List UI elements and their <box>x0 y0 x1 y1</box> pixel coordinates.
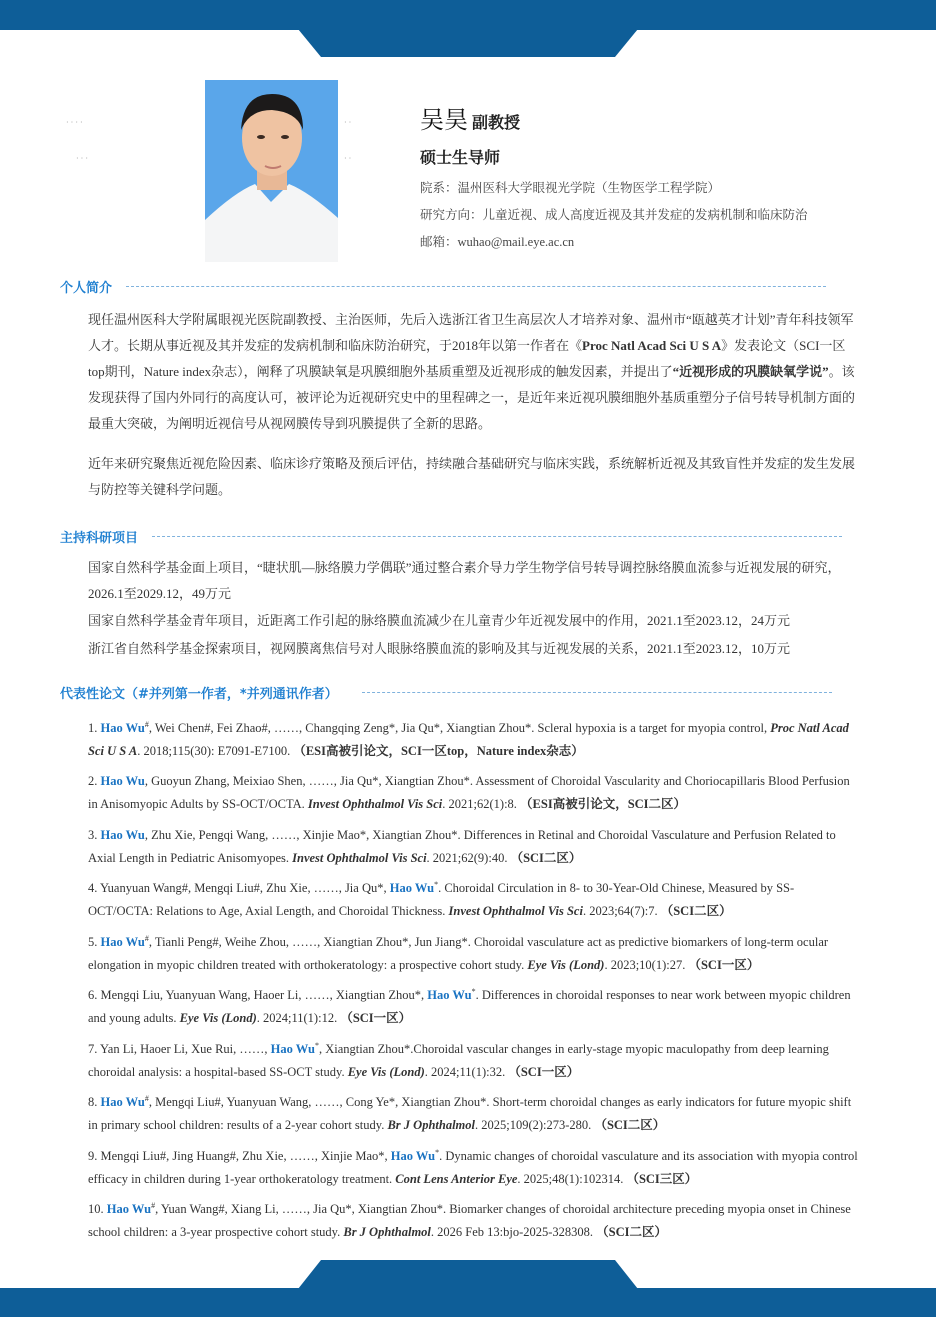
journal-name: Eye Vis (Lond) <box>179 1010 257 1025</box>
paper-text: . 2023;10(1):27. <box>604 957 689 972</box>
paper-item <box>88 821 858 869</box>
paper-text: 9. Mengqi Liu#, Jing Huang#, Zhu Xie, ……, Xinjie Mao*, <box>88 1149 391 1164</box>
paper-badge: （SCI二区） <box>596 1224 668 1239</box>
paper-text: . 2021;62(9):40. <box>426 850 511 865</box>
decor-dots: · · · · <box>66 118 83 127</box>
text: 。该发现获得了国内外同行的高度认可，被评论为近视研究史中的里程碑之一，是近年来近视巩膜细胞外基质重塑分子信号转导机制方面的最重大突破，为阐明近视信号从视网膜传导到巩膜提供了全新的思路。 <box>88 364 856 431</box>
paper-item <box>88 767 858 815</box>
section-heading: 个人简介 <box>60 281 113 296</box>
project-item: 国家自然科学基金面上项目，“睫状肌—脉络膜力学偶联”通过整合素介导力学生物学信号转导调控脉络膜血流参与近视发展的研究，2026.1至2029.12，49万元 <box>88 560 841 601</box>
paper-text: 10. <box>88 1202 107 1217</box>
journal-name: Eye Vis (Lond) <box>527 957 605 972</box>
paper-text: * <box>435 1148 440 1157</box>
journal-name: Eye Vis (Lond) <box>347 1064 425 1079</box>
text: 现任温州医科大学附属眼视光医院副教授、主治医师，先后入选浙江省卫生高层次人才培养对象、温州市“瓯越英才计划”青年科技领军人才。长期从事近视及其并发症的发病机制和临床防治研究，于2018年以第一作者在《 <box>88 312 854 353</box>
journal-name: Cont Lens Anterior Eye <box>395 1171 518 1186</box>
journal-name: Br J Ophthalmol <box>387 1117 475 1132</box>
paper-text: . 2024;11(1):32. <box>424 1064 509 1079</box>
journal-name: Br J Ophthalmol <box>343 1224 431 1239</box>
paper-text: . <box>439 1149 446 1164</box>
intro-paragraph-1 <box>88 307 858 437</box>
paper-text: , Xiangtian Zhou*. <box>318 1042 414 1057</box>
paper-text: . 2021;62(1):8. <box>442 796 521 811</box>
section-title-intro <box>60 277 826 296</box>
top-banner-tab <box>0 29 936 58</box>
section-title-papers <box>60 683 832 702</box>
paper-text: . 2023;64(7):7. <box>582 903 661 918</box>
academic-rank: 副教授 <box>472 113 521 132</box>
paper-badge: （ESI高被引论文，SCI一区top，Nature index杂志） <box>293 743 584 758</box>
text: 》发表论文（SCI一区top期刊，Nature index杂志），阐释了巩膜缺氧是巩膜细胞外基质重塑及近视形成的触发因素，并提出了 <box>88 338 846 379</box>
paper-badge: （SCI二区） <box>594 1117 666 1132</box>
divider <box>126 286 826 287</box>
paper-badge: （SCI一区） <box>508 1064 580 1079</box>
paper-text: 8. <box>88 1095 101 1110</box>
journal-name: Proc Natl Acad Sci U S A <box>88 721 849 758</box>
paper-badge: （SCI一区） <box>340 1010 412 1025</box>
journal-name: Proc Natl Acad Sci U S A <box>582 338 722 353</box>
paper-badge: （SCI一区） <box>688 957 760 972</box>
profile-photo <box>205 80 338 262</box>
highlighted-author: Hao Wu <box>100 1095 145 1110</box>
paper-text: , Wei Chen#, Fei Zhao#, ……, Changqing Zeng*, Jia Qu*, Xiangtian Zhou*. <box>148 721 538 736</box>
highlighted-author: Hao Wu <box>270 1042 315 1057</box>
paper-badge: （SCI三区） <box>626 1171 698 1186</box>
journal-name: Invest Ophthalmol Vis Sci <box>448 903 583 918</box>
paper-text: 1. <box>88 721 101 736</box>
paper-text: . 2018;115(30): E7091-E7100. <box>137 743 294 758</box>
highlighted-author: Hao Wu <box>389 881 435 896</box>
paper-text: , Zhu Xie, Pengqi Wang, ……, Xinjie Mao*, Xiangtian Zhou*. <box>144 828 464 843</box>
journal-name: Invest Ophthalmol Vis Sci <box>292 850 427 865</box>
decor-dots: · · <box>344 118 352 127</box>
paper-item <box>88 1142 858 1190</box>
paper-text: Differences in Retinal and Choroidal Vasculature and Perfusion Related to Axial Length in Pediatric Anisomyopes. <box>88 828 836 865</box>
paper-text: Scleral hypoxia is a target for myopia control, <box>537 721 771 736</box>
supervisor-role: 硕士生导师 <box>420 148 501 167</box>
paper-text: . <box>475 988 482 1003</box>
paper-text: . 2024;11(1):12. <box>256 1010 341 1025</box>
paper-text: # <box>144 720 149 729</box>
project-item: 浙江省自然科学基金探索项目，视网膜离焦信号对人眼脉络膜血流的影响及其与近视发展的关系，2021.1至2023.12，10万元 <box>88 641 791 656</box>
research-direction: 研究方向：儿童近视、成人高度近视及其并发症的发病机制和临床防治 <box>420 208 808 222</box>
section-title-projects <box>60 527 842 546</box>
paper-badge: （ESI高被引论文，SCI二区） <box>520 796 687 811</box>
decor-dots: · · <box>344 154 352 163</box>
decor-dots: · · · <box>76 154 88 163</box>
paper-text: Biomarker changes of choroidal architecture preceding myopia onset in Chinese school children: a 3-year prospective cohort study. <box>88 1202 851 1239</box>
bottom-banner <box>0 1288 936 1317</box>
highlighted-author: Hao Wu <box>390 1149 436 1164</box>
paper-text: * <box>471 987 476 996</box>
paper-text: # <box>144 1094 149 1103</box>
paper-text: , Guoyun Zhang, Meixiao Shen, ……, Jia Qu*, Xiangtian Zhou*. <box>144 774 476 789</box>
paper-item <box>88 874 858 922</box>
bottom-banner-tab <box>0 1260 936 1289</box>
highlighted-author: Hao Wu <box>106 1202 152 1217</box>
paper-text: . 2025;109(2):273-280. <box>475 1117 595 1132</box>
paper-text: Assessment of Choroidal Vascularity and Choriocapillaris Blood Perfusion in Anisomyopic Adults by SS-OCT/OCTA. <box>88 774 850 811</box>
project-item: 国家自然科学基金青年项目，近距离工作引起的脉络膜血流减少在儿童青少年近视发展中的作用，2021.1至2023.12，24万元 <box>88 613 791 628</box>
journal-name: Invest Ophthalmol Vis Sci <box>307 796 443 811</box>
paper-text: , Tianli Peng#, Weihe Zhou, ……, Xiangtian Zhou*, Jun Jiang*. <box>148 935 474 950</box>
paper-item <box>88 1195 858 1243</box>
highlighted-author: Hao Wu <box>100 828 145 843</box>
paper-text: Choroidal vascular changes in early-stage myopic maculopathy from deep learning choroidal analysis: a hospital-based SS-OCT study. <box>88 1042 829 1079</box>
paper-text: . 2025;48(1):102314. <box>517 1171 627 1186</box>
intro-paragraph-2: 近年来研究聚焦近视危险因素、临床诊疗策略及预后评估，持续融合基础研究与临床实践，系统解析近视及其致盲性并发症的发生发展与防控等关键科学问题。 <box>88 456 856 497</box>
paper-text: , Mengqi Liu#, Yuanyuan Wang, ……, Cong Ye*, Xiangtian Zhou*. <box>148 1095 493 1110</box>
paper-text: 5. <box>88 935 101 950</box>
section-heading: 代表性论文（#并列第一作者，*并列通讯作者） <box>60 687 338 702</box>
paper-text: . 2026 Feb 13:bjo-2025-328308. <box>430 1224 597 1239</box>
paper-text: Choroidal vasculature act as predictive biomarkers of long-term ocular elongation in myopic children treated with orthokeratology: a prospective cohort study. <box>88 935 829 972</box>
paper-item <box>88 928 858 976</box>
paper-text: 4. Yuanyuan Wang#, Mengqi Liu#, Zhu Xie, ……, Jia Qu*, <box>88 881 390 896</box>
theory-name: “近视形成的巩膜缺氧学说” <box>672 364 829 379</box>
paper-text: , Yuan Wang#, Xiang Li, ……, Jia Qu*, Xiangtian Zhou*. <box>155 1202 450 1217</box>
paper-badge: （SCI二区） <box>660 903 732 918</box>
department: 院系：温州医科大学眼视光学院（生物医学工程学院） <box>420 181 721 195</box>
paper-badge: （SCI二区） <box>510 850 582 865</box>
paper-text: # <box>144 934 149 943</box>
divider <box>362 692 832 693</box>
paper-item <box>88 981 858 1029</box>
paper-text: Short-term choroidal changes as early indicators for future myopic shift in primary school children: results of a 2-year cohort study. <box>88 1095 852 1132</box>
paper-text: # <box>151 1201 156 1210</box>
paper-text: 7. Yan Li, Haoer Li, Xue Rui, ……, <box>88 1042 271 1057</box>
highlighted-author: Hao Wu <box>100 774 145 789</box>
paper-text: Dynamic changes of choroidal vasculature and its association with myopia control efficacy in children during 1-year orthokeratology treatment. <box>88 1149 858 1186</box>
paper-item <box>88 1088 858 1136</box>
paper-text: * <box>314 1041 319 1050</box>
person-name: 吴昊 <box>420 106 468 134</box>
profile-header <box>420 100 808 250</box>
paper-text: . <box>438 881 445 896</box>
highlighted-author: Hao Wu <box>427 988 472 1003</box>
paper-text: * <box>434 880 439 889</box>
email: 邮箱：wuhao@mail.eye.ac.cn <box>420 235 575 249</box>
paper-text: Choroidal Circulation in 8- to 30-Year-Old Chinese, Measured by SS-OCT/OCTA: Relations to Age, Axial Length, and Choroidal Thickness. <box>88 881 795 918</box>
highlighted-author: Hao Wu <box>100 935 145 950</box>
paper-text: 3. <box>88 828 101 843</box>
paper-item <box>88 714 858 762</box>
highlighted-author: Hao Wu <box>100 721 145 736</box>
paper-text: Differences in choroidal responses to near work between myopic children and young adults. <box>88 988 851 1025</box>
divider <box>152 536 842 537</box>
paper-text: 2. <box>88 774 101 789</box>
paper-text: 6. Mengqi Liu, Yuanyuan Wang, Haoer Li, ……, Xiangtian Zhou*, <box>88 988 428 1003</box>
top-banner <box>0 0 936 30</box>
section-heading: 主持科研项目 <box>60 531 139 546</box>
paper-item <box>88 1035 858 1083</box>
